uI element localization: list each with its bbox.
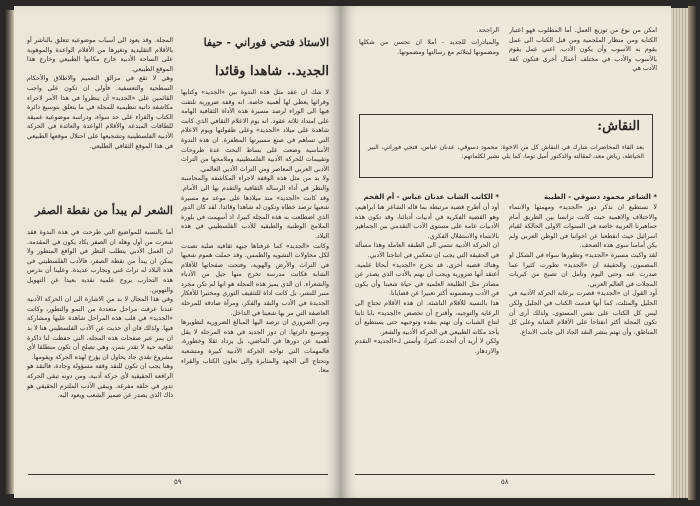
speaker1-column [509, 192, 657, 472]
paragraph: لقد واكبت مسيرة «الجديد» وتطورها سواء في الشكل او المضمون، والحقيقة ان «الجديد» تطورت كثيرا عما صدرت عنه وحتى اليوم وتأمل ان تصبح من كبريات المجلات في العالم العربي. [509, 251, 657, 288]
paragraph: وهنا يجب ان تكون للنقد وقفة مسؤولة وجادة، فالنقد هو الرافعة الحقيقية لأي حركة أدبية، ومن دونه تبقى الحركة تدور في حلقة مفرغة. ويبقى الأدب الملتزم الحقيقي هو ذاك الذي يصدر عن ضمير الشعب ويعود اليه. [27, 363, 173, 400]
paragraph: لا نستطيع ان نذكر دور «الجديد» ومهمتها والانتماء والاختلاف والاهمية حيث كانت ترانسا بين الطريق أمام جماهيرنا العربية خاصة في السنوات الاولى الحالكة لقيام اسرائيل حيث انقطعنا عن اخواننا في الوطن العربي ولم يكن أمامنا سوى هذه الصحف. [509, 204, 657, 250]
section-heading: الشعر لم يبدأ من نقطة الصفر [34, 204, 173, 217]
discussion-intro: بعد القاء المحاضرات شارك في النقاش كل من الاخوة: محمود دسوقي، عدنان عباس، فتحي فوراني، البير الخياطة، رياض معد، لمقالته والدكتور أميل توما، كما يلي نشير لكلماتهم: [368, 144, 644, 161]
left-page-right-column [181, 88, 329, 468]
speaker-title: * الكاتب الشاب عدنان عباس - أم الفحم [363, 193, 499, 201]
right-page-top-right-text: امكن من نوع من توزيع العمل. أما المطلوب فهو اعتبار الكتابة ومن منظار الملحمية ومن قبل الكتاب الى عمل يقوم به الأسوب وأن يكون الأدب. اعني عمل يقوم بالأسوب والأدب في مختلف أعمال أخرى فتكون كفة الأدب هي [509, 27, 657, 73]
article-title: الجديد.. شاهدا وقائدا [215, 64, 329, 79]
left-page-left-column-bottom [27, 228, 173, 468]
discussion-box [359, 114, 653, 178]
paragraph: ان الحركة الأدبية تنتمي الى الطبقة العاملة وهذا مسألة في الحقيقة التي يجب ان تنعكس في انتاجنا الأدبي. [355, 242, 499, 259]
paragraph: وهي لا تقع في مزالق التعميم والاطلاق والأحكام السطحية والتعسفية. فأولى ان تكون على واجب القائمين على «الجديد» أن ينظروا في هذا الأمر لاجراء مكاشفة ذاتية تنظيمية للمجلة في ما يتعلق بتوسيع دائرة الكتاب والقراء على حد سواء، ودراسة موضوعية عميقة للطاقات المبدعة والأقلام الواعدة والعائدة في الحركة الأدبية الفلسطينية وتشجيعها على احتلال موقعها الطبيعي في هذا الموقع الثقافي الطليعي. [27, 75, 173, 150]
paragraph: لا شك ان عقد مثل هذه الندوة بين «الجديد» وكتابها وقرائها يعطي لها أهمية خاصة. انه وقفة ضرورية نلتفت فيها الى الوراء لرصد مسيرة هذه الأداة الثقافية الهامة على امتداد ثلاثة عقود. انه يوم الاعلام الثقافي الذي كانت شاهدة على ميلاد «الجديد» وعلى طفولتها ويوم الاعلام التي تساهم في صنع مسيرتها المظفرة. ان هذه الندوة الأساسية وضعت على بساط البحث عدة طروحات وتقييمات للحركة الأدبية الفلسطينية وملامحها من التراث الأدبي العربي المعاصر ومن التراث الأدبي العالمي. [181, 89, 329, 173]
speaker2-column [355, 192, 499, 472]
paragraph: هذا بالنسبة للأقلام الناشئة. ان هذه الأقلام تحتاج الى الرعاية والتوجيه، وأقترح أن تخصص «الجديد» بابا ثابتا لنتاج الشباب وأن تهتم بنقده وتوجيهه حتى يستطيع أن يأخذ مكانه الطبيعي في الحركة الأدبية والشعر. [355, 299, 499, 336]
paragraph: أود القول ان «الجديد» قصرت برعاية الحركة الأدبية في الجليل والمثلث، كما أنها قدمت الكتاب في الجليل ولكن ليس كل الكتاب على نفس المستوى. ولذلك أرى أن تكون المجلة أكثر انفتاحا على الأقلام الشابة وعلى كل المناطق، وأن تهتم بنشر النقد الجاد الى جانب الابداع. [509, 290, 657, 336]
left-page [14, 6, 341, 498]
footer-rule [355, 474, 655, 475]
paragraph: أما بالنسبة للمواضيع التي طرحت في هذه الندوة فقد شعرت من أول وهلة ان الصفر يكاد يكون في المقدمة. ان العمل الأدبي يتطلب النظر في الواقع المتطور ولا يمكن ان يبدأ من نقطة الصفر، فالأدب الفلسطيني في هذه البلاد له تراث غني وتجارب عديدة. وعلينا أن ندرس هذه التجارب بروح علمية نقدية بعيدا عن التهويل والتهوين. [27, 229, 173, 294]
paragraph: ومن الضروري ان ترصد اليها المبالغ الضرورية لتطويرها وتوسيع دائرتها. ان دور الجديد في هذه المرحلة لا يقل أهمية عن دورها في الماضي، بل يزداد ثقلا وخطورة، فالمهمات التي تواجه الحركة الأدبية كبيرة ومتشعبة وتحتاج الى الجهد والمثابرة والى تعاون الكتاب والقراء معا. [181, 319, 329, 375]
right-page [341, 6, 671, 498]
right-book-cover-edge [688, 6, 696, 500]
left-page-left-column-top [27, 36, 173, 196]
paragraph: ولا بد من مثل هذه الوقفة لاجراء المكاشفة والمحاسبة والنظر في أداء الرسالة الثقافية والتقدم بها الى الأمام. وقد كانت «الجديد» منذ ميلادها على موعد مع مسيرة شعبها ترصد خطاه وتكون له شاهدا وقائدا. لقد كان الدور الذي اضطلعت به هذه المجلة كبيرا، اذ أسهمت في بلورة الملامح الوطنية والطبقية للأدب الفلسطيني في هذه البلاد. [181, 175, 329, 240]
paragraph: المجلة. وقد يعود الى أسباب موضوعية تتعلق بالناشر أو بالأقلام التقليدية وتغيرها من الأقلام الواعدة والموهوبة على الساحة الأدبية خارج مكانها الطبيعي وخارج هذا الموقع الطبيعي. [27, 37, 173, 73]
article-author: الاستاذ فتحي فوراني - حيفا [203, 36, 329, 49]
page-number: ٥٩ [174, 478, 182, 486]
page-number: ٥٨ [501, 478, 509, 486]
speaker-title: * الشاعر محمود دسوقي - الطيبة [543, 193, 657, 201]
discussion-title: النقاش: [597, 119, 640, 134]
right-page-top-left-text: والمبادرات للجديد - أملا ان تحسن من شكلها ومضمونها ليتلائم مع رسالتها ومضمونها. [359, 39, 499, 56]
top-left-heading: الراجحة. [476, 27, 499, 34]
paragraph: وكانت «الجديد» كما عرفناها جبهة ثقافية صلبة تصدت لكل محاولات التشويه والطمس. وقد حملت هموم شعبها في التراث والأرض والهوية، وفتحت صفحاتها للأقلام الشابة فكانت مدرسة تخرج منها جيل من الأدباء والشعراء. ان الذي يميز هذه المجلة هو انها لم تكن مجرد منبر للنشر، بل كانت اداة للتثقيف الثوري ومختبرا للأفكار الجديدة في الأدب والنقد والفكر، ومرآة صادقة للمرحلة العاصفة التي مر بها شعبنا في الداخل. [181, 242, 329, 317]
footer-rule [28, 474, 328, 475]
paragraph: وفي هذا المجال لا بد من الاشارة الى ان الحركة الأدبية عندنا عرفت مراحل متعددة من النمو والتطور، وكانت «الجديد» في قلب هذه المراحل شاهدة عليها ومشاركة فيها. ولذلك فان أي حديث عن الأدب الفلسطيني هنا لا بد ان يمر عبر صفحات هذه المجلة، التي حفظت لنا ذاكرة ثقافية حية لا تقدر بثمن، وهي تصلح أن تكون منطلقا لأي مشروع نقدي جاد يحاول ان يؤرخ لهذه الحركة ويقومها. [27, 296, 173, 361]
left-book-edge [4, 10, 14, 494]
paragraph: وهناك قضية أخرى، قد تخرج «الجديد» أبحاثا علمية. أعتقد أنها ضرورية ويجب أن نهتم بالأدب الذي يصدر عن مصادر مثل الطليعة العلمية في حياة شعبنا وأن يكون فن الأدب ومضمونه أكثر تعبيرا عن قضايانا. [355, 261, 499, 298]
paragraph: أود أن أطرح قضية مرتبطة بما قاله الشاعر هنا ابراهيم، وهو القضية الفكرية في أدبيات أدبائنا، وقد تكون هذه الأدبيات عامة على مستوى الأدب التقدمي بين الجماهير بالانتماء والاستقلال الفكري. [355, 204, 499, 240]
open-magazine-spread [4, 6, 696, 502]
paragraph: ولكن لا أريد أن أتحدث كثيرا، وأتمنى لـ«الجديد» التقدم والازدهار. [355, 338, 499, 355]
